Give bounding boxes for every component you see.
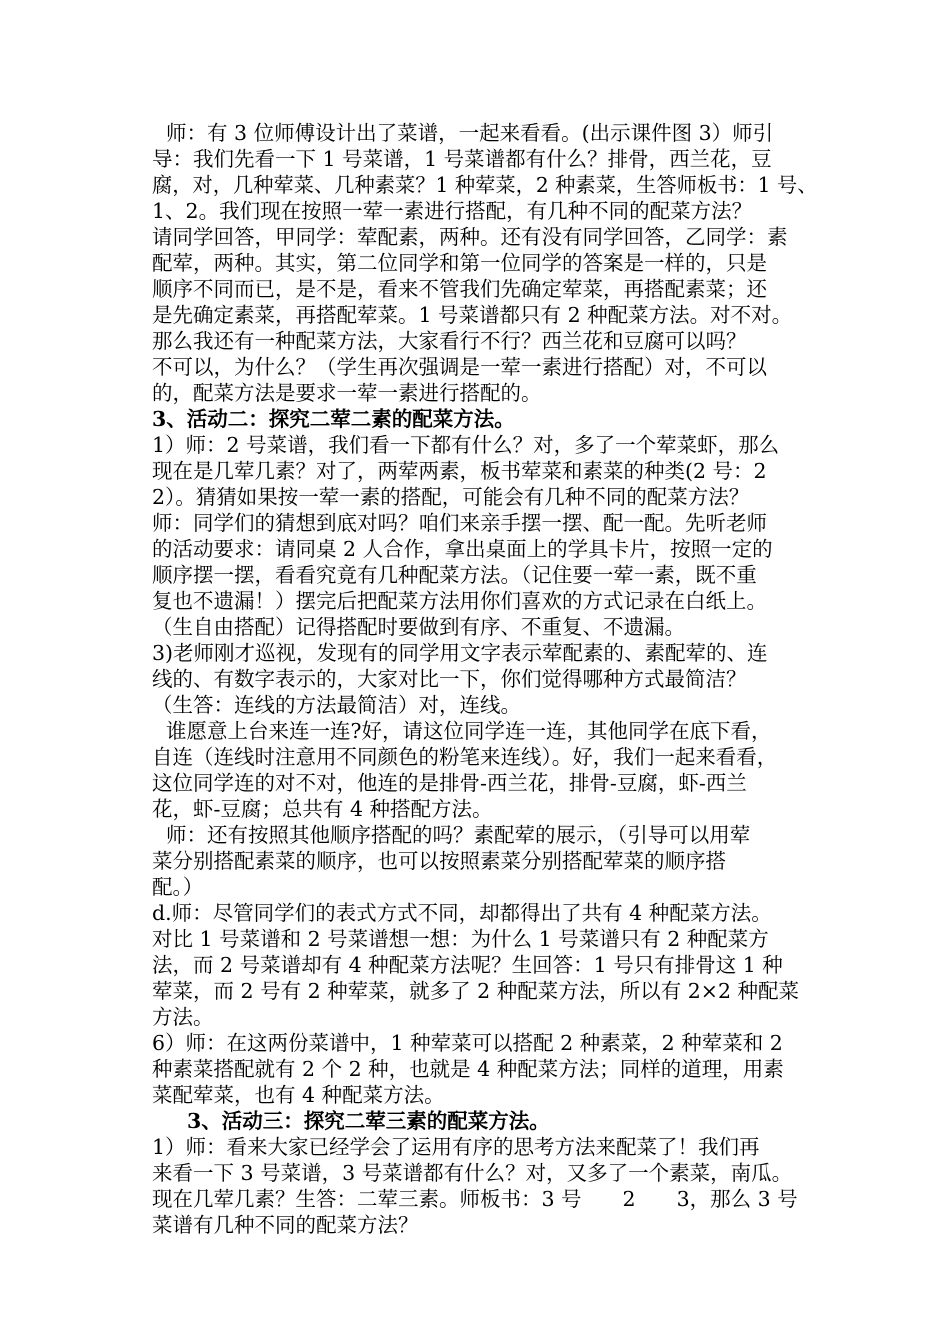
text-line: 是先确定素菜，再搭配荤菜。1 号菜谱都只有 2 种配菜方法。对不对。 xyxy=(152,303,793,327)
text-line: 菜配荤菜，也有 4 种配菜方法。 xyxy=(152,1083,445,1107)
text-line: 配。） xyxy=(152,875,204,899)
text-line: 师：同学们的猜想到底对吗？咱们来亲手摆一摆、配一配。先听老师 xyxy=(152,511,767,535)
document-page xyxy=(152,120,820,1238)
text-line: 这位同学连的对不对，他连的是排骨-西兰花，排骨-豆腐，虾-西兰 xyxy=(152,771,747,795)
text-line: 1）师：看来大家已经学会了运用有序的思考方法来配菜了！我们再 xyxy=(152,1135,760,1159)
text-line: 的，配菜方法是要求一荤一素进行搭配的。 xyxy=(152,381,542,405)
text-line: 线的、有数字表示的，大家对比一下，你们觉得哪种方式最简洁？ xyxy=(152,667,747,691)
text-line: 腐，对，几种荤菜、几种素菜？1 种荤菜，2 种素菜，生答师板书：1 号、 xyxy=(152,173,818,197)
text-line: 现在几荤几素？生答：二荤三素。师板书：3 号 2 3，那么 3 号 xyxy=(152,1187,798,1211)
text-line: 荤菜，而 2 号有 2 种荤菜，就多了 2 种配菜方法，所以有 2×2 种配菜 xyxy=(152,979,800,1003)
text-line: 对比 1 号菜谱和 2 号菜谱想一想：为什么 1 号菜谱只有 2 种配菜方 xyxy=(152,927,769,951)
section-heading: 3、活动三：探究二荤三素的配菜方法。 xyxy=(187,1109,550,1133)
text-line: 的活动要求：请同桌 2 人合作，拿出桌面上的学具卡片，按照一定的 xyxy=(152,537,773,561)
text-line: 花，虾-豆腐；总共有 4 种搭配方法。 xyxy=(152,797,493,821)
text-line: 顺序摆一摆，看看究竟有几种配菜方法。（记住要一荤一素，既不重 xyxy=(152,563,757,587)
text-line: 复也不遗漏！）摆完后把配菜方法用你们喜欢的方式记录在白纸上。 xyxy=(152,589,767,613)
text-line: 6）师：在这两份菜谱中，1 种荤菜可以搭配 2 种素菜，2 种荤菜和 2 xyxy=(152,1031,783,1055)
text-line: 导：我们先看一下 1 号菜谱，1 号菜谱都有什么？排骨，西兰花，豆 xyxy=(152,147,772,171)
text-line: 2）。猜猜如果按一荤一素的搭配，可能会有几种不同的配菜方法？ xyxy=(152,485,750,509)
text-line: （生答：连线的方法最简洁）对，连线。 xyxy=(152,693,521,717)
text-line: 菜分别搭配素菜的顺序，也可以按照素菜分别搭配荤菜的顺序搭 xyxy=(152,849,726,873)
text-line: 来看一下 3 号菜谱，3 号菜谱都有什么？对，又多了一个素菜，南瓜。 xyxy=(152,1161,793,1185)
text-line: 不可以，为什么？（学生再次强调是一荤一素进行搭配）对，不可以 xyxy=(152,355,767,379)
text-line: （生自由搭配）记得搭配时要做到有序、不重复、不遗漏。 xyxy=(152,615,685,639)
text-line: 1、2。我们现在按照一荤一素进行搭配，有几种不同的配菜方法？ xyxy=(152,199,753,223)
text-line: 自连（连线时注意用不同颜色的粉笔来连线）。好，我们一起来看看， xyxy=(152,745,778,769)
text-line: 顺序不同而已，是不是，看来不管我们先确定荤菜，再搭配素菜；还 xyxy=(152,277,767,301)
text-line: 3)老师刚才巡视，发现有的同学用文字表示荤配素的、素配荤的、连 xyxy=(152,641,768,665)
text-line: 请同学回答，甲同学：荤配素，两种。还有没有同学回答，乙同学：素 xyxy=(152,225,788,249)
text-line: 那么我还有一种配菜方法，大家看行不行？西兰花和豆腐可以吗？ xyxy=(152,329,747,353)
text-line: 现在是几荤几素？对了，两荤两素，板书荤菜和素菜的种类(2 号：2 xyxy=(152,459,767,483)
text-line: 配荤，两种。其实，第二位同学和第一位同学的答案是一样的，只是 xyxy=(152,251,767,275)
text-line: 法，而 2 号菜谱却有 4 种配菜方法呢？生回答：1 号只有排骨这 1 种 xyxy=(152,953,783,977)
text-line: 谁愿意上台来连一连?好，请这位同学连一连，其他同学在底下看， xyxy=(166,719,772,743)
text-line: 师：有 3 位师傅设计出了菜谱，一起来看看。(出示课件图 3）师引 xyxy=(166,121,774,145)
text-line: 种素菜搭配就有 2 个 2 种，也就是 4 种配菜方法；同样的道理，用素 xyxy=(152,1057,784,1081)
section-heading: 3、活动二：探究二荤二素的配菜方法。 xyxy=(152,407,515,431)
text-line: d.师：尽管同学们的表式方式不同，却都得出了共有 4 种配菜方法。 xyxy=(152,901,772,925)
text-line: 1）师：2 号菜谱，我们看一下都有什么？对，多了一个荤菜虾，那么 xyxy=(152,433,780,457)
text-line: 菜谱有几种不同的配菜方法？ xyxy=(152,1213,419,1237)
text-line: 师：还有按照其他顺序搭配的吗？素配荤的展示，（引导可以用荤 xyxy=(166,823,751,847)
text-line: 方法。 xyxy=(152,1005,214,1029)
